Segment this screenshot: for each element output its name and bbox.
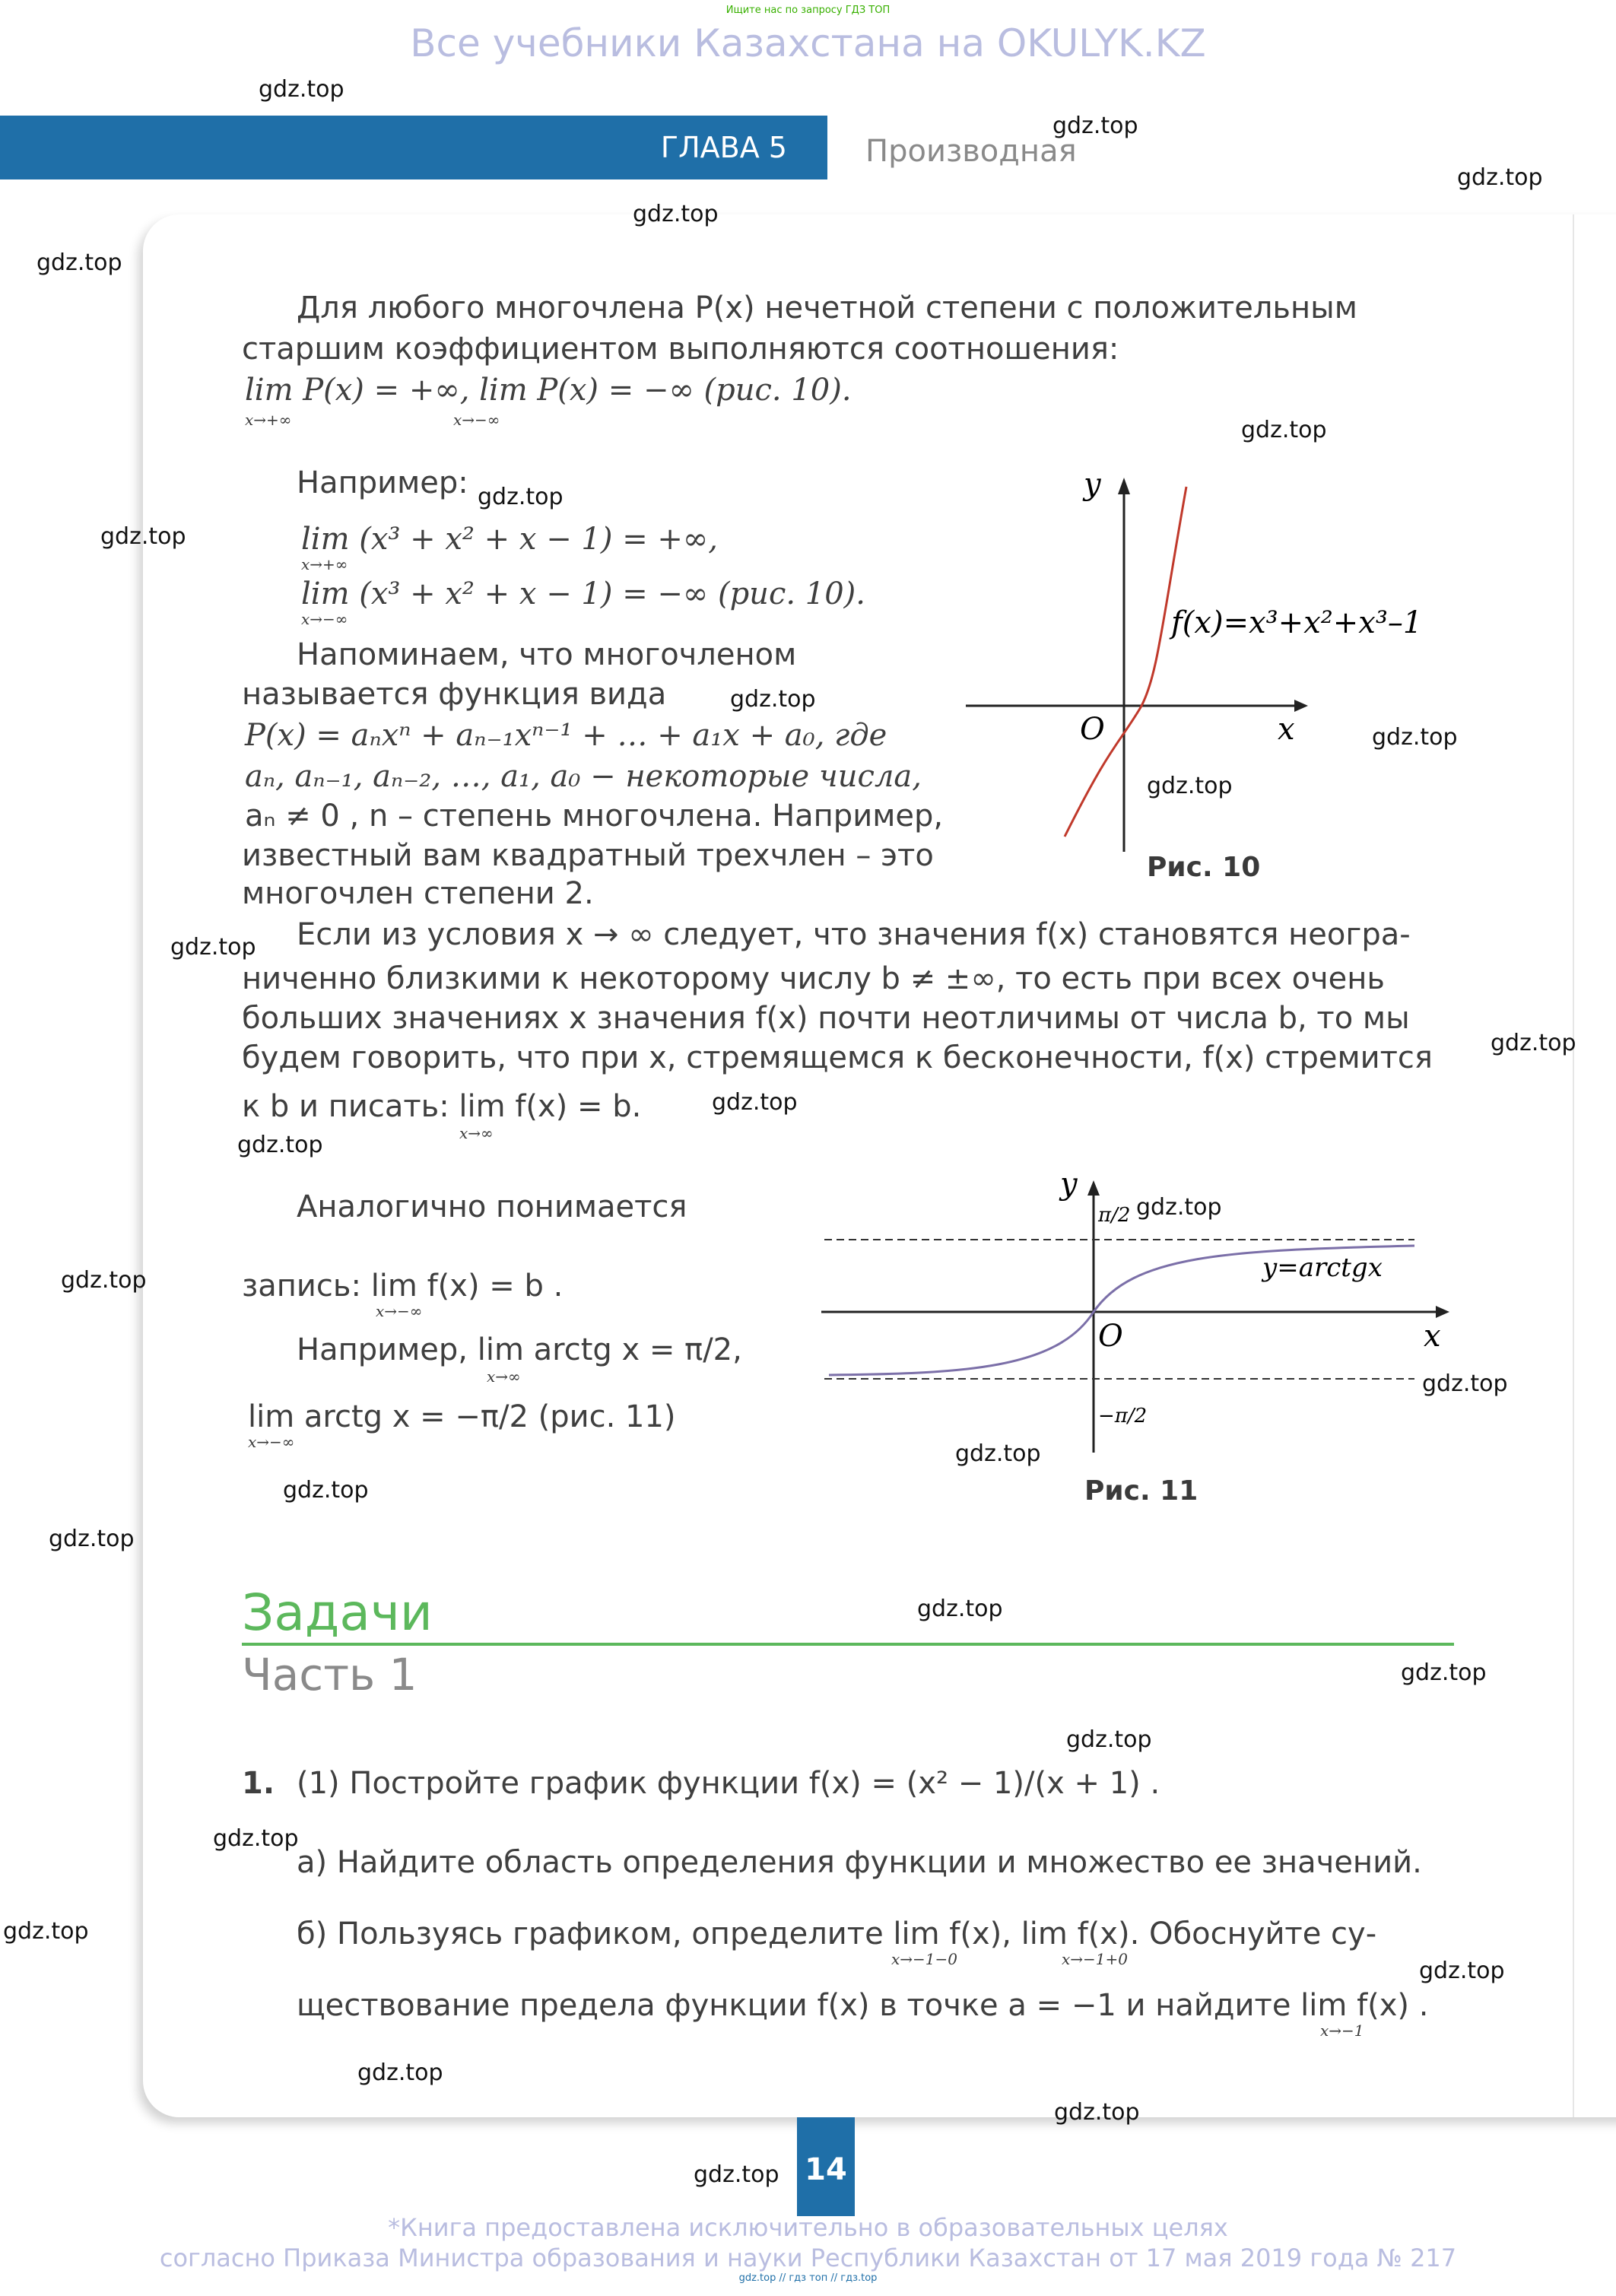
fig10-function-label: f(x)=x³+x²+x³–1 <box>1171 605 1423 640</box>
watermark: gdz.top <box>1422 1370 1508 1397</box>
task-1-a: а) Найдите область определения функции и множество ее значений. <box>297 1845 1422 1880</box>
fig11-caption: Рис. 11 <box>1084 1475 1199 1507</box>
intro-sub-1: x→+∞ <box>245 411 292 429</box>
task-1-c: ществование предела функции f(x) в точке a = −1 и найдите lim f(x) . <box>297 1988 1429 2023</box>
para2-line-4: будем говорить, что при x, стремящемся к бесконечности, f(x) стремится <box>242 1040 1433 1075</box>
reminder-line-6: известный вам квадратный трехчлен – это <box>242 838 934 873</box>
watermark: gdz.top <box>357 2059 443 2086</box>
para2-line-5: к b и писать: lim f(x) = b. <box>242 1089 642 1124</box>
top-note: Ищите нас по запросу ГДЗ ТОП <box>725 5 891 16</box>
intro-line-2: старшим коэффициентом выполняются соотношения: <box>242 332 1119 367</box>
fig11-y-label: y <box>1060 1167 1078 1202</box>
fig10-x-label: x <box>1278 712 1295 747</box>
tasks-divider <box>242 1643 1454 1646</box>
reminder-line-5: aₙ ≠ 0 , n – степень многочлена. Например, <box>245 799 944 834</box>
card-edge <box>1573 214 1574 2117</box>
footnote-line-2: согласно Приказа Министра образования и науки Республики Казахстан от 17 мая 2019 года № 217 <box>159 2244 1457 2272</box>
watermark: gdz.top <box>633 201 719 227</box>
para2-line-1: Если из условия x → ∞ следует, что значения f(x) становятся неогра- <box>297 917 1411 952</box>
fig10-origin: O <box>1080 712 1105 747</box>
chapter-label: ГЛАВА 5 <box>660 131 787 164</box>
watermark: gdz.top <box>3 1918 89 1945</box>
watermark: gdz.top <box>1372 724 1458 751</box>
watermark: gdz.top <box>917 1596 1003 1622</box>
watermark: gdz.top <box>1457 164 1543 191</box>
watermark: gdz.top <box>237 1132 323 1158</box>
task-1-b-sub-1: x→−1−0 <box>891 1950 958 1968</box>
para2-line-3: больших значениях x значения f(x) почти неотличимы от числа b, то мы <box>242 1001 1410 1036</box>
watermark: gdz.top <box>478 484 564 510</box>
site-title[interactable]: Все учебники Казахстана на OKULYK.KZ <box>410 21 1206 65</box>
watermark: gdz.top <box>1136 1194 1222 1221</box>
watermark: gdz.top <box>694 2161 779 2188</box>
fig11-origin: O <box>1098 1319 1123 1354</box>
watermark: gdz.top <box>730 686 816 713</box>
watermark: gdz.top <box>49 1526 135 1552</box>
example-lim-1: lim (x³ + x² + x − 1) = +∞, <box>301 522 718 557</box>
watermark: gdz.top <box>1491 1030 1576 1056</box>
analog-line-4-sub: x→−∞ <box>248 1433 295 1451</box>
intro-line-1: Для любого многочлена P(x) нечетной степени с положительным <box>297 291 1357 326</box>
para2-line-2: ниченно близкими к некоторому числу b ≠ ±∞, то есть при всех очень <box>242 961 1386 996</box>
analog-line-3-sub: x→∞ <box>487 1367 521 1386</box>
intro-sub-2: x→−∞ <box>453 411 500 429</box>
example-lim-2: lim (x³ + x² + x − 1) = −∞ (рис. 10). <box>301 576 865 611</box>
watermark: gdz.top <box>100 523 186 550</box>
analog-line-2-sub: x→−∞ <box>376 1302 423 1320</box>
reminder-line-7: многочлен степени 2. <box>242 876 594 911</box>
watermark: gdz.top <box>1147 773 1233 799</box>
analog-line-3: Например, lim arctg x = π/2, <box>297 1332 742 1367</box>
tasks-part: Часть 1 <box>242 1649 417 1701</box>
task-1-text: (1) Постройте график функции f(x) = (x² − 1)/(x + 1) . <box>297 1766 1160 1801</box>
watermark: gdz.top <box>259 76 344 103</box>
reminder-line-2: называется функция вида <box>242 677 667 712</box>
task-1-number: 1. <box>242 1766 275 1801</box>
watermark: gdz.top <box>1419 1958 1505 1984</box>
watermark: gdz.top <box>37 249 122 276</box>
chapter-title: Производная <box>865 134 1077 169</box>
watermark: gdz.top <box>283 1477 369 1504</box>
fig10-y-label: y <box>1084 467 1101 502</box>
tasks-heading: Задачи <box>242 1583 433 1642</box>
para2-line-5-sub: x→∞ <box>459 1124 494 1142</box>
task-1-c-sub: x→−1 <box>1320 2021 1364 2040</box>
watermark: gdz.top <box>1401 1659 1487 1686</box>
fig11-pi-half: π/2 <box>1098 1204 1131 1227</box>
analog-line-2: запись: lim f(x) = b . <box>242 1269 564 1304</box>
example-lim-2-sub: x→−∞ <box>301 610 348 628</box>
bottom-note: gdz.top // гдз топ // гдз.top <box>738 2272 878 2284</box>
reminder-line-4: aₙ, aₙ₋₁, aₙ₋₂, …, a₁, a₀ − некоторые числа, <box>245 759 922 794</box>
fig10-caption: Рис. 10 <box>1147 852 1261 883</box>
intro-line-3: lim P(x) = +∞, lim P(x) = −∞ (рис. 10). <box>245 373 852 408</box>
analog-line-4: lim arctg x = −π/2 (рис. 11) <box>248 1399 676 1434</box>
example-label: Например: <box>297 465 468 500</box>
task-1-b-sub-2: x→−1+0 <box>1062 1950 1129 1968</box>
watermark: gdz.top <box>1054 2099 1140 2126</box>
watermark: gdz.top <box>1241 417 1327 443</box>
watermark: gdz.top <box>1066 1726 1152 1753</box>
fig11-x-label: x <box>1424 1319 1441 1354</box>
watermark: gdz.top <box>1052 113 1138 139</box>
analog-line-1: Аналогично понимается <box>297 1189 687 1224</box>
task-1-b: б) Пользуясь графиком, определите lim f(x), lim f(x). Обоснуйте су- <box>297 1917 1377 1951</box>
watermark: gdz.top <box>170 934 256 961</box>
reminder-line-1: Напоминаем, что многочленом <box>297 637 797 672</box>
figure-10 <box>958 456 1460 897</box>
page-number: 14 <box>805 2152 847 2187</box>
footnote-line-1: *Книга предоставлена исключительно в образовательных целях <box>388 2213 1228 2242</box>
watermark: gdz.top <box>955 1440 1041 1467</box>
reminder-line-3: P(x) = aₙxⁿ + aₙ₋₁xⁿ⁻¹ + … + a₁x + a₀, где <box>245 718 887 753</box>
fig11-function-label: y=arctgx <box>1262 1253 1383 1283</box>
watermark: gdz.top <box>213 1825 299 1852</box>
fig11-neg-pi-half: −π/2 <box>1098 1405 1148 1427</box>
example-lim-1-sub: x→+∞ <box>301 555 348 573</box>
watermark: gdz.top <box>712 1089 798 1116</box>
watermark: gdz.top <box>61 1267 147 1294</box>
